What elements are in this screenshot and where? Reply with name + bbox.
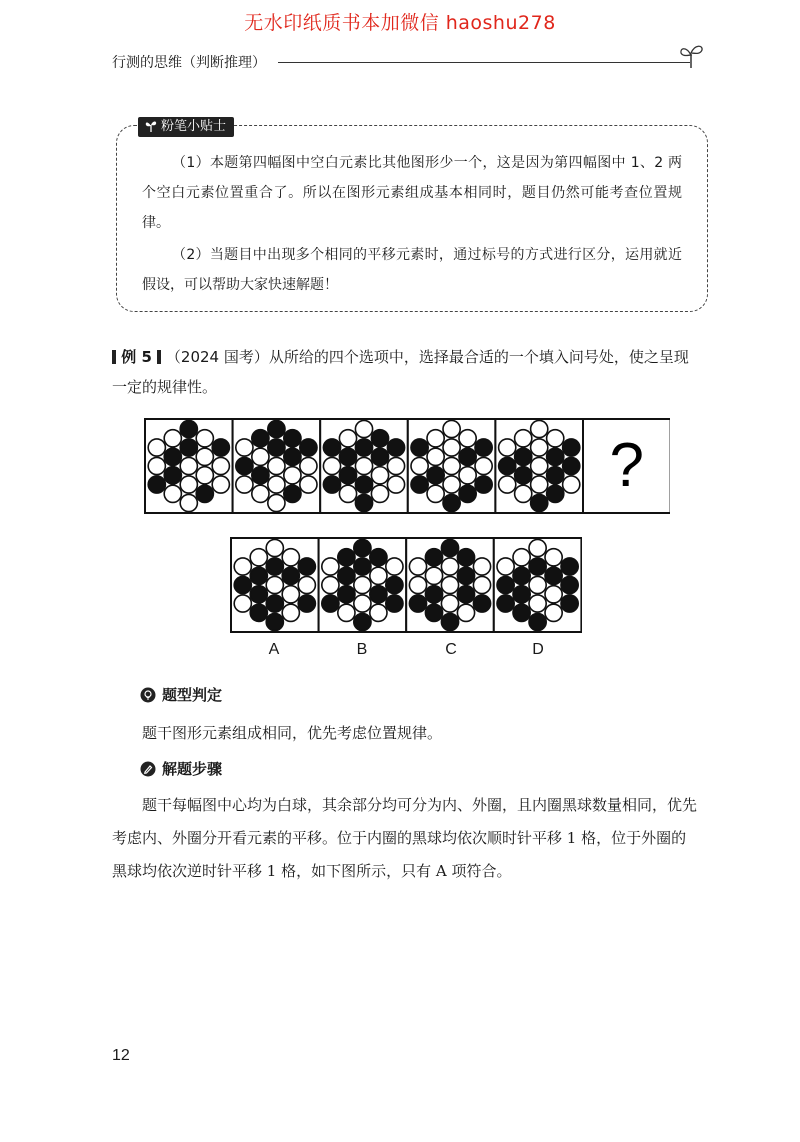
white-ball (441, 558, 458, 575)
black-ball (411, 476, 428, 493)
black-ball (545, 567, 562, 584)
white-ball (443, 420, 460, 437)
black-ball (355, 439, 372, 456)
black-ball (252, 430, 269, 447)
white-ball (545, 549, 562, 566)
option-label-a[interactable]: A (268, 641, 280, 658)
puzzle-row (144, 418, 670, 514)
sprout-icon (676, 40, 706, 70)
black-ball (298, 558, 315, 575)
black-ball (457, 586, 474, 603)
black-ball (386, 576, 403, 593)
white-ball (250, 549, 267, 566)
white-ball (284, 467, 301, 484)
black-ball (425, 604, 442, 621)
question-mark: ? (609, 431, 645, 500)
white-ball (252, 485, 269, 502)
white-ball (459, 430, 476, 447)
black-ball (284, 485, 301, 502)
black-ball (497, 576, 514, 593)
white-ball (339, 430, 356, 447)
black-ball (513, 604, 530, 621)
black-ball (531, 494, 548, 511)
white-ball (268, 494, 285, 511)
black-ball (180, 420, 197, 437)
white-ball (427, 485, 444, 502)
black-ball (459, 448, 476, 465)
black-ball (339, 448, 356, 465)
black-ball (411, 439, 428, 456)
black-ball (250, 586, 267, 603)
white-ball (252, 448, 269, 465)
white-ball (473, 576, 490, 593)
black-ball (409, 595, 426, 612)
white-ball (234, 558, 251, 575)
white-ball (499, 476, 516, 493)
section-type-title: 题型判定 (162, 686, 223, 704)
black-ball (266, 558, 283, 575)
black-ball (547, 485, 564, 502)
white-ball (386, 558, 403, 575)
white-ball (441, 576, 458, 593)
option-label-d[interactable]: D (532, 641, 544, 658)
white-ball (499, 439, 516, 456)
black-ball (443, 494, 460, 511)
white-ball (164, 430, 181, 447)
black-ball (515, 448, 532, 465)
black-ball (236, 457, 253, 474)
black-ball (250, 567, 267, 584)
white-ball (513, 549, 530, 566)
white-ball (339, 485, 356, 502)
black-ball (473, 595, 490, 612)
white-ball (355, 457, 372, 474)
white-ball (322, 576, 339, 593)
white-ball (164, 485, 181, 502)
section-type-heading (140, 684, 222, 705)
section-type-text: 题干图形元素组成相同，优先考虑位置规律。 (142, 724, 443, 742)
white-ball (212, 476, 229, 493)
white-ball (236, 439, 253, 456)
black-ball (561, 576, 578, 593)
white-ball (196, 467, 213, 484)
black-ball (298, 595, 315, 612)
black-ball (148, 476, 165, 493)
white-ball (475, 457, 492, 474)
white-ball (443, 476, 460, 493)
tip-paragraph-2: （2）当题目中出现多个相同的平移元素时，通过标号的方式进行区分，运用就近假设，可以帮助大家快速解题！ (142, 247, 682, 293)
black-ball (284, 430, 301, 447)
tip-tag-label: 粉笔小贴士 (161, 119, 227, 134)
black-ball (475, 476, 492, 493)
black-ball (529, 558, 546, 575)
white-ball (425, 567, 442, 584)
white-ball (338, 604, 355, 621)
black-ball (323, 476, 340, 493)
white-ball (531, 420, 548, 437)
white-ball (531, 476, 548, 493)
white-ball (354, 576, 371, 593)
black-ball (180, 439, 197, 456)
black-ball (371, 448, 388, 465)
white-ball (427, 430, 444, 447)
black-ball (284, 448, 301, 465)
white-ball (282, 549, 299, 566)
white-ball (282, 586, 299, 603)
black-ball (355, 494, 372, 511)
white-ball (196, 448, 213, 465)
example-question (112, 342, 694, 402)
white-ball (370, 567, 387, 584)
sprout-icon (144, 119, 158, 133)
black-ball (234, 576, 251, 593)
white-ball (180, 476, 197, 493)
black-ball (266, 613, 283, 630)
option-label-b[interactable]: B (356, 641, 368, 658)
black-ball (300, 439, 317, 456)
black-ball (370, 549, 387, 566)
black-ball (371, 430, 388, 447)
black-ball (323, 439, 340, 456)
white-ball (409, 558, 426, 575)
white-ball (371, 485, 388, 502)
black-ball (338, 586, 355, 603)
white-ball (212, 457, 229, 474)
lightbulb-icon (140, 687, 156, 703)
black-ball (164, 448, 181, 465)
white-ball (196, 430, 213, 447)
running-header: 行测的思维（判断推理） (112, 55, 266, 71)
white-ball (515, 430, 532, 447)
black-ball (497, 595, 514, 612)
page-number: 12 (112, 1047, 130, 1064)
black-ball (547, 448, 564, 465)
white-ball (529, 539, 546, 556)
white-ball (547, 430, 564, 447)
black-ball (499, 457, 516, 474)
white-ball (441, 595, 458, 612)
black-ball (252, 467, 269, 484)
black-ball (338, 549, 355, 566)
white-ball (266, 576, 283, 593)
white-ball (443, 457, 460, 474)
black-ball (268, 420, 285, 437)
black-ball (427, 467, 444, 484)
white-ball (180, 494, 197, 511)
white-ball (563, 476, 580, 493)
black-ball (561, 558, 578, 575)
white-ball (148, 457, 165, 474)
white-ball (268, 476, 285, 493)
black-ball (338, 567, 355, 584)
white-ball (457, 604, 474, 621)
black-ball (457, 567, 474, 584)
white-ball (387, 457, 404, 474)
white-ball (531, 439, 548, 456)
black-ball (212, 439, 229, 456)
black-ball (266, 595, 283, 612)
black-ball (475, 439, 492, 456)
section-steps-title: 解题步骤 (162, 760, 223, 778)
white-ball (355, 420, 372, 437)
black-ball (563, 457, 580, 474)
option-label-c[interactable]: C (445, 641, 457, 658)
white-ball (298, 576, 315, 593)
black-ball (425, 586, 442, 603)
white-ball (282, 604, 299, 621)
white-ball (323, 457, 340, 474)
white-ball (300, 476, 317, 493)
black-ball (513, 567, 530, 584)
black-ball (441, 613, 458, 630)
white-ball (234, 595, 251, 612)
black-ball (250, 604, 267, 621)
white-ball (473, 558, 490, 575)
white-ball (354, 595, 371, 612)
tip-paragraph-1: （1）本题第四幅图中空白元素比其他图形少一个，这是因为第四幅图中 1、2 两个空白元素位置重合了。所以在图形元素组成基本相同时，题目仍然可能考查位置规律。 (142, 155, 682, 231)
white-ball (497, 558, 514, 575)
tip-tag (138, 117, 234, 137)
section-steps-text: 题干每幅图中心均为白球，其余部分均可分为内、外圈，且内圈黑球数量相同，优先考虑内、外圈分开看元素的平移。位于内圈的黑球均依次顺时针平移 1 格，位于外圈的黑球均依次逆时针平移 1 格，如下图所示，只有 A 项符合。 (112, 796, 698, 880)
white-ball (529, 576, 546, 593)
white-ball (409, 576, 426, 593)
black-ball (354, 558, 371, 575)
white-ball (411, 457, 428, 474)
example-tag-label: 例 5 (121, 348, 152, 366)
white-ball (443, 439, 460, 456)
black-ball (355, 476, 372, 493)
black-ball (196, 485, 213, 502)
pencil-icon (140, 761, 156, 777)
white-ball (268, 457, 285, 474)
white-ball (545, 586, 562, 603)
black-ball (563, 439, 580, 456)
black-ball (386, 595, 403, 612)
black-ball (282, 567, 299, 584)
watermark: 无水印纸质书本加微信 haoshu278 (244, 12, 556, 34)
section-steps-heading (140, 758, 222, 779)
white-ball (545, 604, 562, 621)
black-ball (515, 467, 532, 484)
white-ball (180, 457, 197, 474)
white-ball (300, 457, 317, 474)
black-ball (561, 595, 578, 612)
white-ball (370, 604, 387, 621)
black-ball (425, 549, 442, 566)
white-ball (515, 485, 532, 502)
white-ball (459, 467, 476, 484)
options-row (230, 537, 582, 633)
black-ball (387, 439, 404, 456)
white-ball (387, 476, 404, 493)
white-ball (148, 439, 165, 456)
white-ball (531, 457, 548, 474)
black-ball (457, 549, 474, 566)
black-ball (547, 467, 564, 484)
white-ball (371, 467, 388, 484)
white-ball (236, 476, 253, 493)
black-ball (441, 539, 458, 556)
black-ball (529, 613, 546, 630)
black-ball (370, 586, 387, 603)
black-ball (459, 485, 476, 502)
black-ball (354, 613, 371, 630)
black-ball (164, 467, 181, 484)
white-ball (266, 539, 283, 556)
white-ball (427, 448, 444, 465)
white-ball (529, 595, 546, 612)
black-ball (354, 539, 371, 556)
header-rule (278, 62, 690, 63)
white-ball (322, 558, 339, 575)
black-ball (268, 439, 285, 456)
black-ball (513, 586, 530, 603)
example-text: （2024 国考）从所给的四个选项中，选择最合适的一个填入问号处，使之呈现一定的规律性。 (112, 348, 689, 396)
black-ball (322, 595, 339, 612)
example-tag (112, 348, 161, 366)
black-ball (339, 467, 356, 484)
